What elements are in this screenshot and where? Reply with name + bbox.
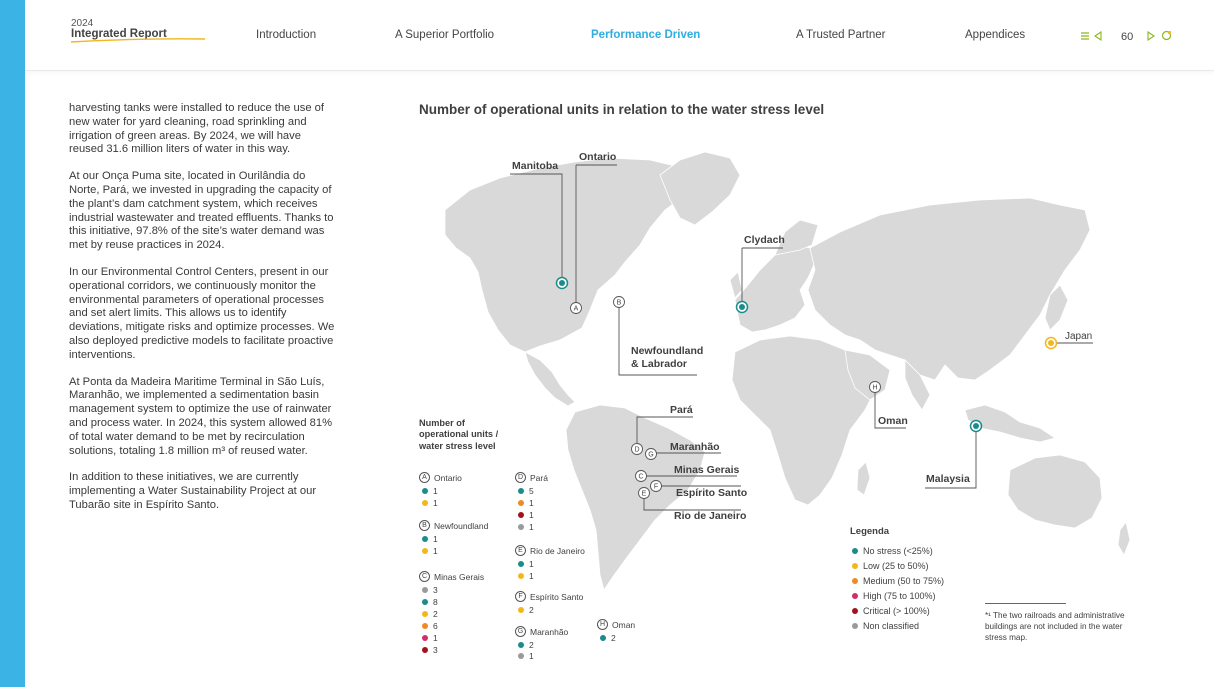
status-dot: [422, 587, 428, 593]
unit-count: 2: [529, 605, 534, 615]
unit-block-espirito-santo: [515, 591, 583, 616]
callout-japan: Japan: [1065, 331, 1093, 342]
letter-f-icon: F: [515, 591, 526, 602]
unit-name: Maranhão: [530, 626, 569, 637]
unit-name: Minas Gerais: [434, 571, 485, 582]
unit-row: [419, 545, 488, 557]
menu-icon[interactable]: [1080, 28, 1090, 46]
legenda-label: Critical (> 100%): [863, 605, 930, 616]
paragraph-rainwater: harvesting tanks were installed to reduce the use of new water for yard cleaning, road sprinkling and irrigation of green areas. By 2024, we will have reused 31.6 million liters of water in this way.: [69, 102, 324, 156]
status-dot: [422, 623, 428, 629]
footnote: *¹ The two railroads and administrative buildings are not included in the water stress map.: [985, 611, 1125, 642]
medium-stress-dot: [852, 578, 858, 584]
non-classified-dot: [852, 623, 858, 629]
unit-count: 1: [433, 498, 438, 508]
unit-count: 1: [433, 534, 438, 544]
unit-count: 2: [433, 609, 438, 619]
nav-superior-portfolio[interactable]: A Superior Portfolio: [395, 29, 495, 41]
previous-page-icon[interactable]: [1093, 28, 1103, 46]
callout-espirito-santo: Espírito Santo: [676, 487, 748, 499]
legenda-item: [852, 543, 944, 558]
marker-c: [636, 471, 647, 482]
unit-block-newfoundland: [419, 520, 488, 557]
callout-newfoundland-line1: Newfoundland: [631, 345, 704, 357]
status-dot: [422, 488, 428, 494]
legenda-label: Low (25 to 50%): [863, 560, 929, 571]
letter-h-icon: H: [597, 619, 608, 630]
callout-minas-gerais: Minas Gerais: [674, 464, 740, 476]
status-dot: [518, 488, 524, 494]
top-navigation-bar: [25, 0, 1214, 71]
legenda-item: [852, 558, 944, 573]
unit-row: [515, 509, 548, 521]
svg-text:E: E: [641, 490, 647, 498]
marker-f: [651, 481, 662, 492]
europe: [735, 245, 815, 332]
callout-clydach: Clydach: [744, 234, 785, 246]
unit-block-oman: [597, 619, 635, 644]
unit-row: [597, 632, 635, 644]
marker-e: [639, 488, 650, 499]
unit-name: Rio de Janeiro: [530, 545, 585, 556]
unit-row: [419, 644, 484, 656]
legenda-label: Medium (50 to 75%): [863, 575, 945, 586]
unit-row: [515, 604, 583, 616]
legenda-list: [852, 543, 944, 633]
legenda-label: Non classified: [863, 620, 920, 631]
status-dot: [422, 599, 428, 605]
unit-count: 1: [433, 546, 438, 556]
paragraph-onca-puma: At our Onça Puma site, located in Ourilândia do Norte, Pará, we invested in upgrading the capacity of the plant’s dam catchment system, which receives industrial wastewater and treated effluents. Thanks to this initiative, 97.8% of the site’s water demand was met by reuse practices in 2024.: [69, 170, 334, 252]
unit-name: Pará: [530, 472, 548, 483]
status-dot: [600, 635, 606, 641]
callout-newfoundland-line2: & Labrador: [631, 358, 688, 370]
callout-para: Pará: [670, 404, 693, 416]
unit-row: [419, 608, 484, 620]
callout-maranhao: Maranhão: [670, 441, 720, 453]
unit-row: [419, 632, 484, 644]
page-tools: [1080, 28, 1172, 46]
unit-block-maranhao: [515, 626, 568, 661]
unit-count: 2: [529, 639, 534, 650]
central-america: [525, 352, 575, 406]
unit-row: [515, 570, 585, 582]
next-page-icon[interactable]: [1146, 28, 1156, 46]
unit-row: [419, 533, 488, 545]
critical-stress-dot: [852, 608, 858, 614]
unit-row: [419, 620, 484, 632]
status-dot: [518, 561, 524, 567]
report-title[interactable]: Integrated Report: [71, 28, 167, 40]
unit-block-para: [515, 472, 548, 533]
unit-count: 1: [433, 633, 438, 643]
marker-g: [646, 449, 657, 460]
australia: [1008, 455, 1102, 528]
nav-performance-driven[interactable]: Performance Driven: [591, 29, 701, 41]
callout-malaysia: Malaysia: [926, 473, 970, 485]
status-dot: [422, 536, 428, 542]
nav-appendices[interactable]: Appendices: [965, 29, 1026, 41]
unit-count: 2: [611, 633, 616, 643]
svg-text:D: D: [634, 446, 640, 454]
unit-block-ontario: [419, 472, 462, 509]
unit-row: [419, 596, 484, 608]
unit-row: [419, 584, 484, 596]
unit-count: 8: [433, 597, 438, 607]
legenda-label: High (75 to 100%): [863, 590, 936, 601]
unit-row: [515, 558, 585, 570]
unit-name: Espírito Santo: [530, 591, 584, 602]
unit-count: 6: [433, 621, 438, 631]
unit-name: Newfoundland: [434, 520, 489, 531]
unit-block-minas-gerais: [419, 571, 484, 656]
unit-name: Oman: [612, 619, 636, 630]
refresh-icon[interactable]: [1161, 28, 1172, 46]
unit-row: [419, 485, 462, 497]
unit-name: Ontario: [434, 472, 462, 483]
status-dot: [518, 524, 524, 530]
letter-e-icon: E: [515, 545, 526, 556]
paragraph-tubarao: In addition to these initiatives, we are currently implementing a Water Sustainability Project at our Tubarão site in Espírito Santo.: [69, 471, 317, 511]
status-dot: [422, 548, 428, 554]
unit-count: 1: [529, 559, 534, 569]
legenda-item: [852, 603, 944, 618]
unit-count: 3: [433, 585, 438, 595]
status-dot: [518, 607, 524, 613]
letter-b-icon: B: [419, 520, 430, 531]
unit-row: [515, 521, 548, 533]
status-dot: [518, 512, 524, 518]
unit-count: 1: [529, 571, 534, 581]
status-dot: [518, 500, 524, 506]
high-stress-dot: [852, 593, 858, 599]
side-accent-bar: [0, 0, 25, 687]
marker-a: [571, 303, 582, 314]
svg-text:A: A: [573, 305, 579, 313]
madagascar: [857, 462, 870, 495]
unit-row: [515, 639, 568, 650]
marker-h: [870, 382, 881, 393]
unit-count: 1: [529, 498, 534, 508]
legenda-item: [852, 588, 944, 603]
svg-text:B: B: [616, 299, 622, 307]
status-dot: [422, 635, 428, 641]
no-stress-dot: [852, 548, 858, 554]
legenda-item: [852, 573, 944, 588]
body-text-column: [69, 102, 337, 526]
unit-block-rio-de-janeiro: [515, 545, 585, 582]
letter-a-icon: A: [419, 472, 430, 483]
unit-row: [419, 497, 462, 509]
svg-text:F: F: [653, 483, 659, 491]
unit-count: 3: [433, 645, 438, 655]
callout-manitoba: Manitoba: [512, 160, 559, 172]
page-number: 60: [1121, 31, 1134, 43]
callout-rio-de-janeiro: Rio de Janeiro: [674, 510, 747, 522]
low-stress-dot: [852, 563, 858, 569]
unit-row: [515, 650, 568, 661]
status-dot: [518, 653, 524, 659]
unit-count: 1: [529, 522, 534, 532]
report-year: 2024: [71, 18, 94, 29]
greenland: [660, 152, 740, 225]
footnote-divider: [985, 603, 1066, 604]
north-america: [445, 158, 690, 352]
svg-text:H: H: [872, 384, 878, 392]
nav-introduction[interactable]: Introduction: [256, 29, 317, 41]
marker-b: [614, 297, 625, 308]
status-dot: [422, 647, 428, 653]
status-dot: [518, 573, 524, 579]
paragraph-ponta-da-madeira: At Ponta da Madeira Maritime Terminal in São Luís, Maranhão, we implemented a sedimentation basin management system to optimize the use of rainwater and process water. In 2024, this system allowed 81% of total water demand to be met by recirculation solutions, totaling 1.8 million m³ of reused water.: [69, 375, 333, 457]
unit-count: 1: [529, 510, 534, 520]
legenda-item: [852, 618, 944, 633]
svg-text:C: C: [638, 473, 644, 481]
paragraph-control-centers: In our Environmental Control Centers, present in our operational corridors, we continuously monitor the environmental parameters of operational processes and set alert limits. This allows us to identify deviations, mitigate risks and optimize processes. We also deployed predictive models to facilitate proactive interventions.: [69, 265, 335, 361]
status-dot: [422, 500, 428, 506]
unit-count: 1: [529, 650, 534, 661]
callout-oman: Oman: [878, 415, 908, 427]
map-title: Number of operational units in relation to the water stress level: [419, 102, 825, 117]
unit-row: [515, 485, 548, 497]
marker-d: [632, 444, 643, 455]
unit-count: 1: [433, 486, 438, 496]
status-dot: [518, 642, 524, 648]
unit-row: [515, 497, 548, 509]
letter-d-icon: D: [515, 472, 526, 483]
units-legend-title: Number of operational units / water stress level: [419, 418, 499, 451]
callout-ontario: Ontario: [579, 151, 617, 163]
legenda-title: Legenda: [850, 526, 890, 537]
logo-swoosh-icon: [71, 37, 205, 45]
status-dot: [422, 611, 428, 617]
nav-trusted-partner[interactable]: A Trusted Partner: [796, 29, 886, 41]
svg-text:G: G: [648, 451, 654, 459]
letter-g-icon: G: [515, 626, 526, 637]
unit-count: 5: [529, 486, 534, 496]
new-zealand: [1118, 522, 1130, 555]
legenda-label: No stress (<25%): [863, 545, 933, 556]
letter-c-icon: C: [419, 571, 430, 582]
